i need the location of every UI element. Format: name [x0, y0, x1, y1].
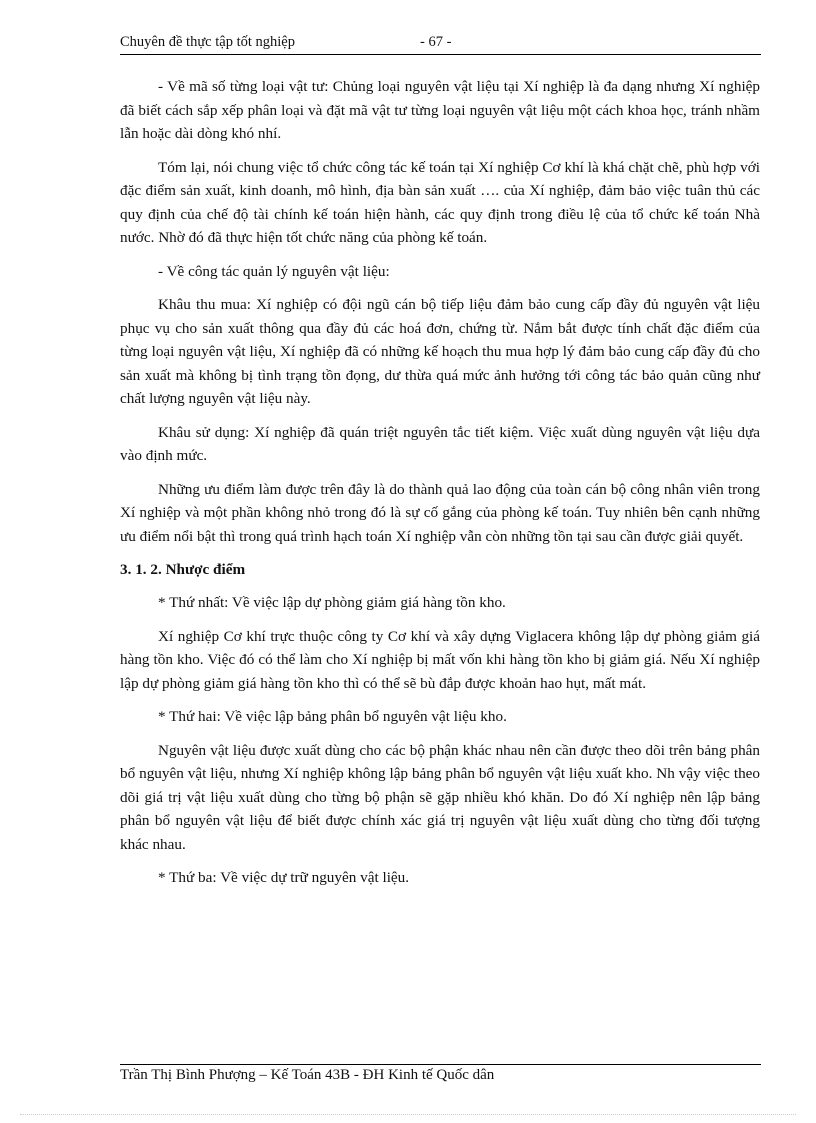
page-bottom-border [20, 1114, 796, 1115]
paragraph: - Về công tác quản lý nguyên vật liệu: [158, 262, 390, 280]
page-header [120, 34, 761, 55]
section-heading: 3. 1. 2. Nhược điểm [120, 561, 246, 578]
paragraph: * Thứ hai: Về việc lập bảng phân bổ nguyên vật liệu kho. [158, 708, 507, 725]
paragraph: Xí nghiệp Cơ khí trực thuộc công ty Cơ khí và xây dựng Viglacera không lập dự phòng giảm giá hàng tồn kho. Việc đó có thể làm cho Xí nghiệp bị mất vốn khi hàng tồn kho bị giảm giá. Nếu Xí nghiệp lập dự phòng giảm giá hàng tồn kho thì có thể sẽ bù đắp được khoản hao hụt, mất mát. [120, 627, 760, 692]
footer-divider [120, 1064, 761, 1065]
paragraph: * Thứ nhất: Về việc lập dự phòng giảm giá hàng tồn kho. [158, 594, 506, 611]
paragraph: - Về mã số từng loại vật tư: Chủng loại nguyên vật liệu tại Xí nghiệp là đa dạng nhưng Xí nghiệp đã biết cách sắp xếp phân loại và đặt mã vật tư từng loại nguyên vật liệu một cách khoa học, tránh nhầm lẫn hoặc dài dòng khó nhí. [120, 78, 760, 142]
page-footer: Trần Thị Bình Phượng – Kế Toán 43B - ĐH Kinh tế Quốc dân [120, 1067, 495, 1083]
document-title: Chuyên đề thực tập tốt nghiệp [120, 34, 295, 50]
paragraph: * Thứ ba: Về việc dự trữ nguyên vật liệu. [158, 869, 410, 886]
paragraph: Khâu sử dụng: Xí nghiệp đã quán triệt nguyên tắc tiết kiệm. Việc xuất dùng nguyên vật liệu dựa vào định mức. [120, 423, 760, 464]
paragraph: Những ưu điểm làm được trên đây là do thành quả lao động của toàn cán bộ công nhân viên trong Xí nghiệp và một phần không nhỏ trong đó là sự cố gắng của phòng kế toán. Tuy nhiên bên cạnh những ưu điểm nổi bật thì trong quá trình hạch toán Xí nghiệp vẫn còn những tồn tại sau cần được giải quyết. [120, 480, 760, 545]
page-number: - 67 - [420, 34, 452, 50]
page-content [120, 75, 760, 900]
paragraph: Nguyên vật liệu được xuất dùng cho các bộ phận khác nhau nên cần được theo dõi trên bảng phân bổ nguyên vật liệu, nhưng Xí nghiệp không lập bảng phân bổ nguyên vật liệu xuất kho. Nh vậy việc theo dõi giá trị vật liệu xuất dùng cho từng bộ phận sẽ gặp nhiều khó khăn. Do đó Xí nghiệp nên lập bảng phân bổ nguyên vật liệu để biết được chính xác giá trị nguyên vật liệu xuất dùng cho từng đối tượng khác nhau. [120, 741, 760, 853]
paragraph: Khâu thu mua: Xí nghiệp có đội ngũ cán bộ tiếp liệu đảm bảo cung cấp đầy đủ nguyên vật liệu phục vụ cho sản xuất thông qua đầy đủ các hoá đơn, chứng từ. Nắm bắt được tính chất đặc điểm của từng loại nguyên vật liệu, Xí nghiệp đã có những kế hoạch thu mua hợp lý đảm bảo cung cấp đầy đủ cho sản xuất mà không bị tình trạng tồn đọng, dư thừa quá mức ảnh hưởng tới công tác bảo quản cũng như chất lượng nguyên vật liệu này. [120, 296, 760, 407]
paragraph: Tóm lại, nói chung việc tổ chức công tác kế toán tại Xí nghiệp Cơ khí là khá chặt chẽ, phù hợp với đặc điểm sản xuất, kinh doanh, mô hình, địa bàn sản xuất …. của Xí nghiệp, đảm bảo việc tuân thủ các quy định của chế độ tài chính kế toán hiện hành, các quy định trong điều lệ của tổ chức kế toán Nhà nước. Nhờ đó đã thực hiện tốt chức năng của phòng kế toán. [120, 158, 760, 246]
